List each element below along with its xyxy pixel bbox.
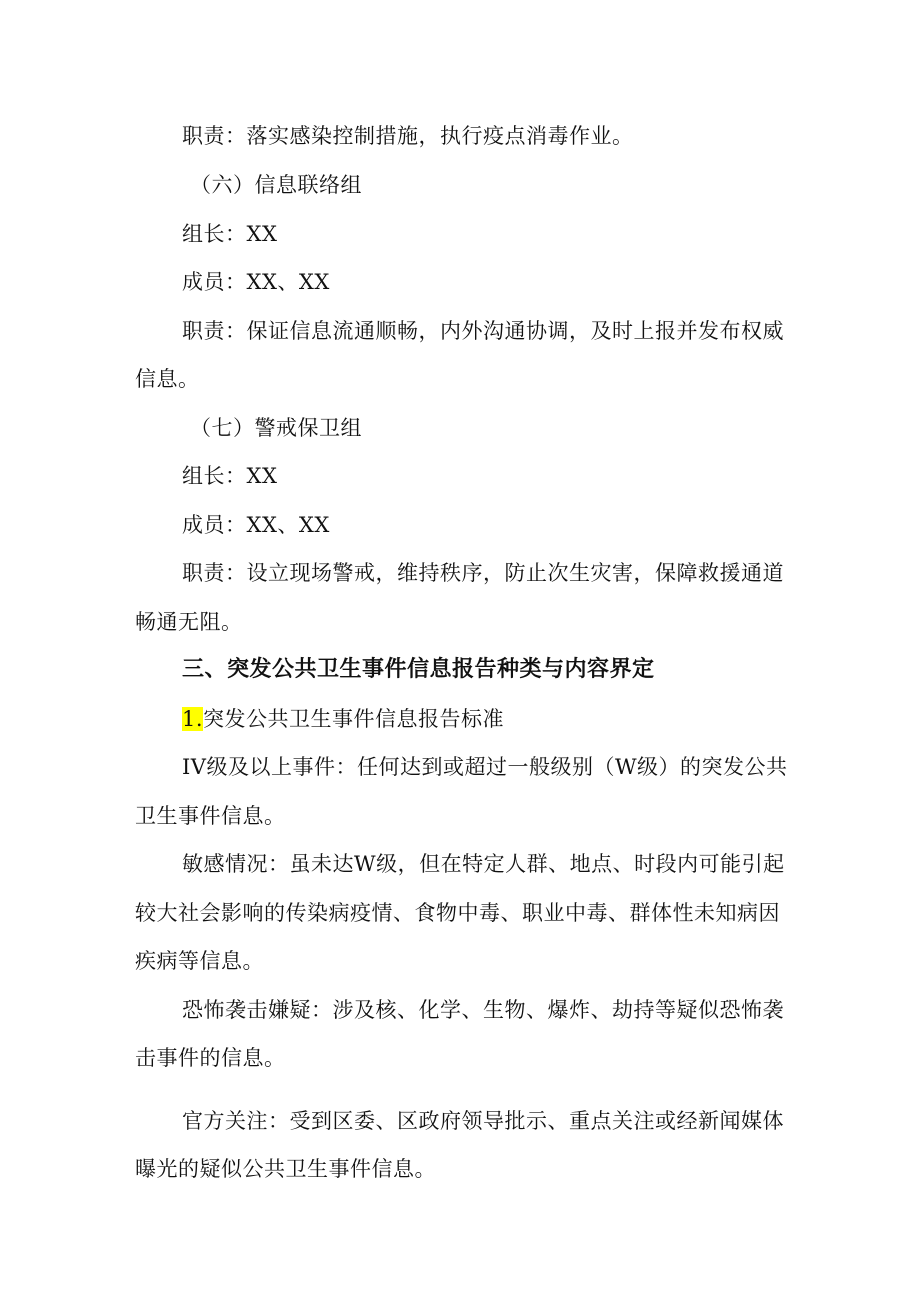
paragraph-line: 击事件的信息。 bbox=[135, 1046, 286, 1070]
chapter-heading: 三、突发公共卫生事件信息报告种类与内容界定 bbox=[182, 657, 655, 682]
paragraph-line: 职责：落实感染控制措施，执行疫点消毒作业。 bbox=[182, 124, 634, 148]
paragraph-line: 职责：保证信息流通顺畅，内外沟通协调，及时上报并发布权威 bbox=[182, 319, 784, 343]
paragraph-line: 曝光的疑似公共卫生事件信息。 bbox=[135, 1157, 436, 1181]
paragraph-line: 组长：XX bbox=[182, 464, 278, 488]
paragraph-line: 畅通无阻。 bbox=[135, 610, 243, 634]
paragraph-line: 职责：设立现场警戒，维持秩序，防止次生灾害，保障救援通道 bbox=[182, 561, 784, 585]
section-title: （六）信息联络组 bbox=[190, 173, 362, 197]
subheading-line bbox=[182, 704, 504, 734]
paragraph-line: 成员：XX、XX bbox=[182, 513, 330, 537]
paragraph-line: 信息。 bbox=[135, 367, 200, 391]
section-title: （七）警戒保卫组 bbox=[190, 416, 362, 440]
paragraph-line: 敏感情况：虽未达W级，但在特定人群、地点、时段内可能引起 bbox=[182, 852, 785, 876]
paragraph-line: 组长：XX bbox=[182, 222, 278, 246]
subheading-text: 突发公共卫生事件信息报告标准 bbox=[203, 707, 505, 731]
paragraph-line: 较大社会影响的传染病疫情、食物中毒、职业中毒、群体性未知病因 bbox=[135, 901, 780, 925]
paragraph-line: 成员：XX、XX bbox=[182, 270, 330, 294]
highlighted-number: 1. bbox=[182, 707, 204, 731]
paragraph-line: 官方关注：受到区委、区政府领导批示、重点关注或经新闻媒体 bbox=[182, 1109, 784, 1133]
paragraph-line: 疾病等信息。 bbox=[135, 949, 264, 973]
paragraph-line: 恐怖袭击嫌疑：涉及核、化学、生物、爆炸、劫持等疑似恐怖袭 bbox=[182, 998, 784, 1022]
paragraph-line: 卫生事件信息。 bbox=[135, 804, 286, 828]
paragraph-line: IV级及以上事件：任何达到或超过一般级别（W级）的突发公共 bbox=[182, 755, 788, 779]
